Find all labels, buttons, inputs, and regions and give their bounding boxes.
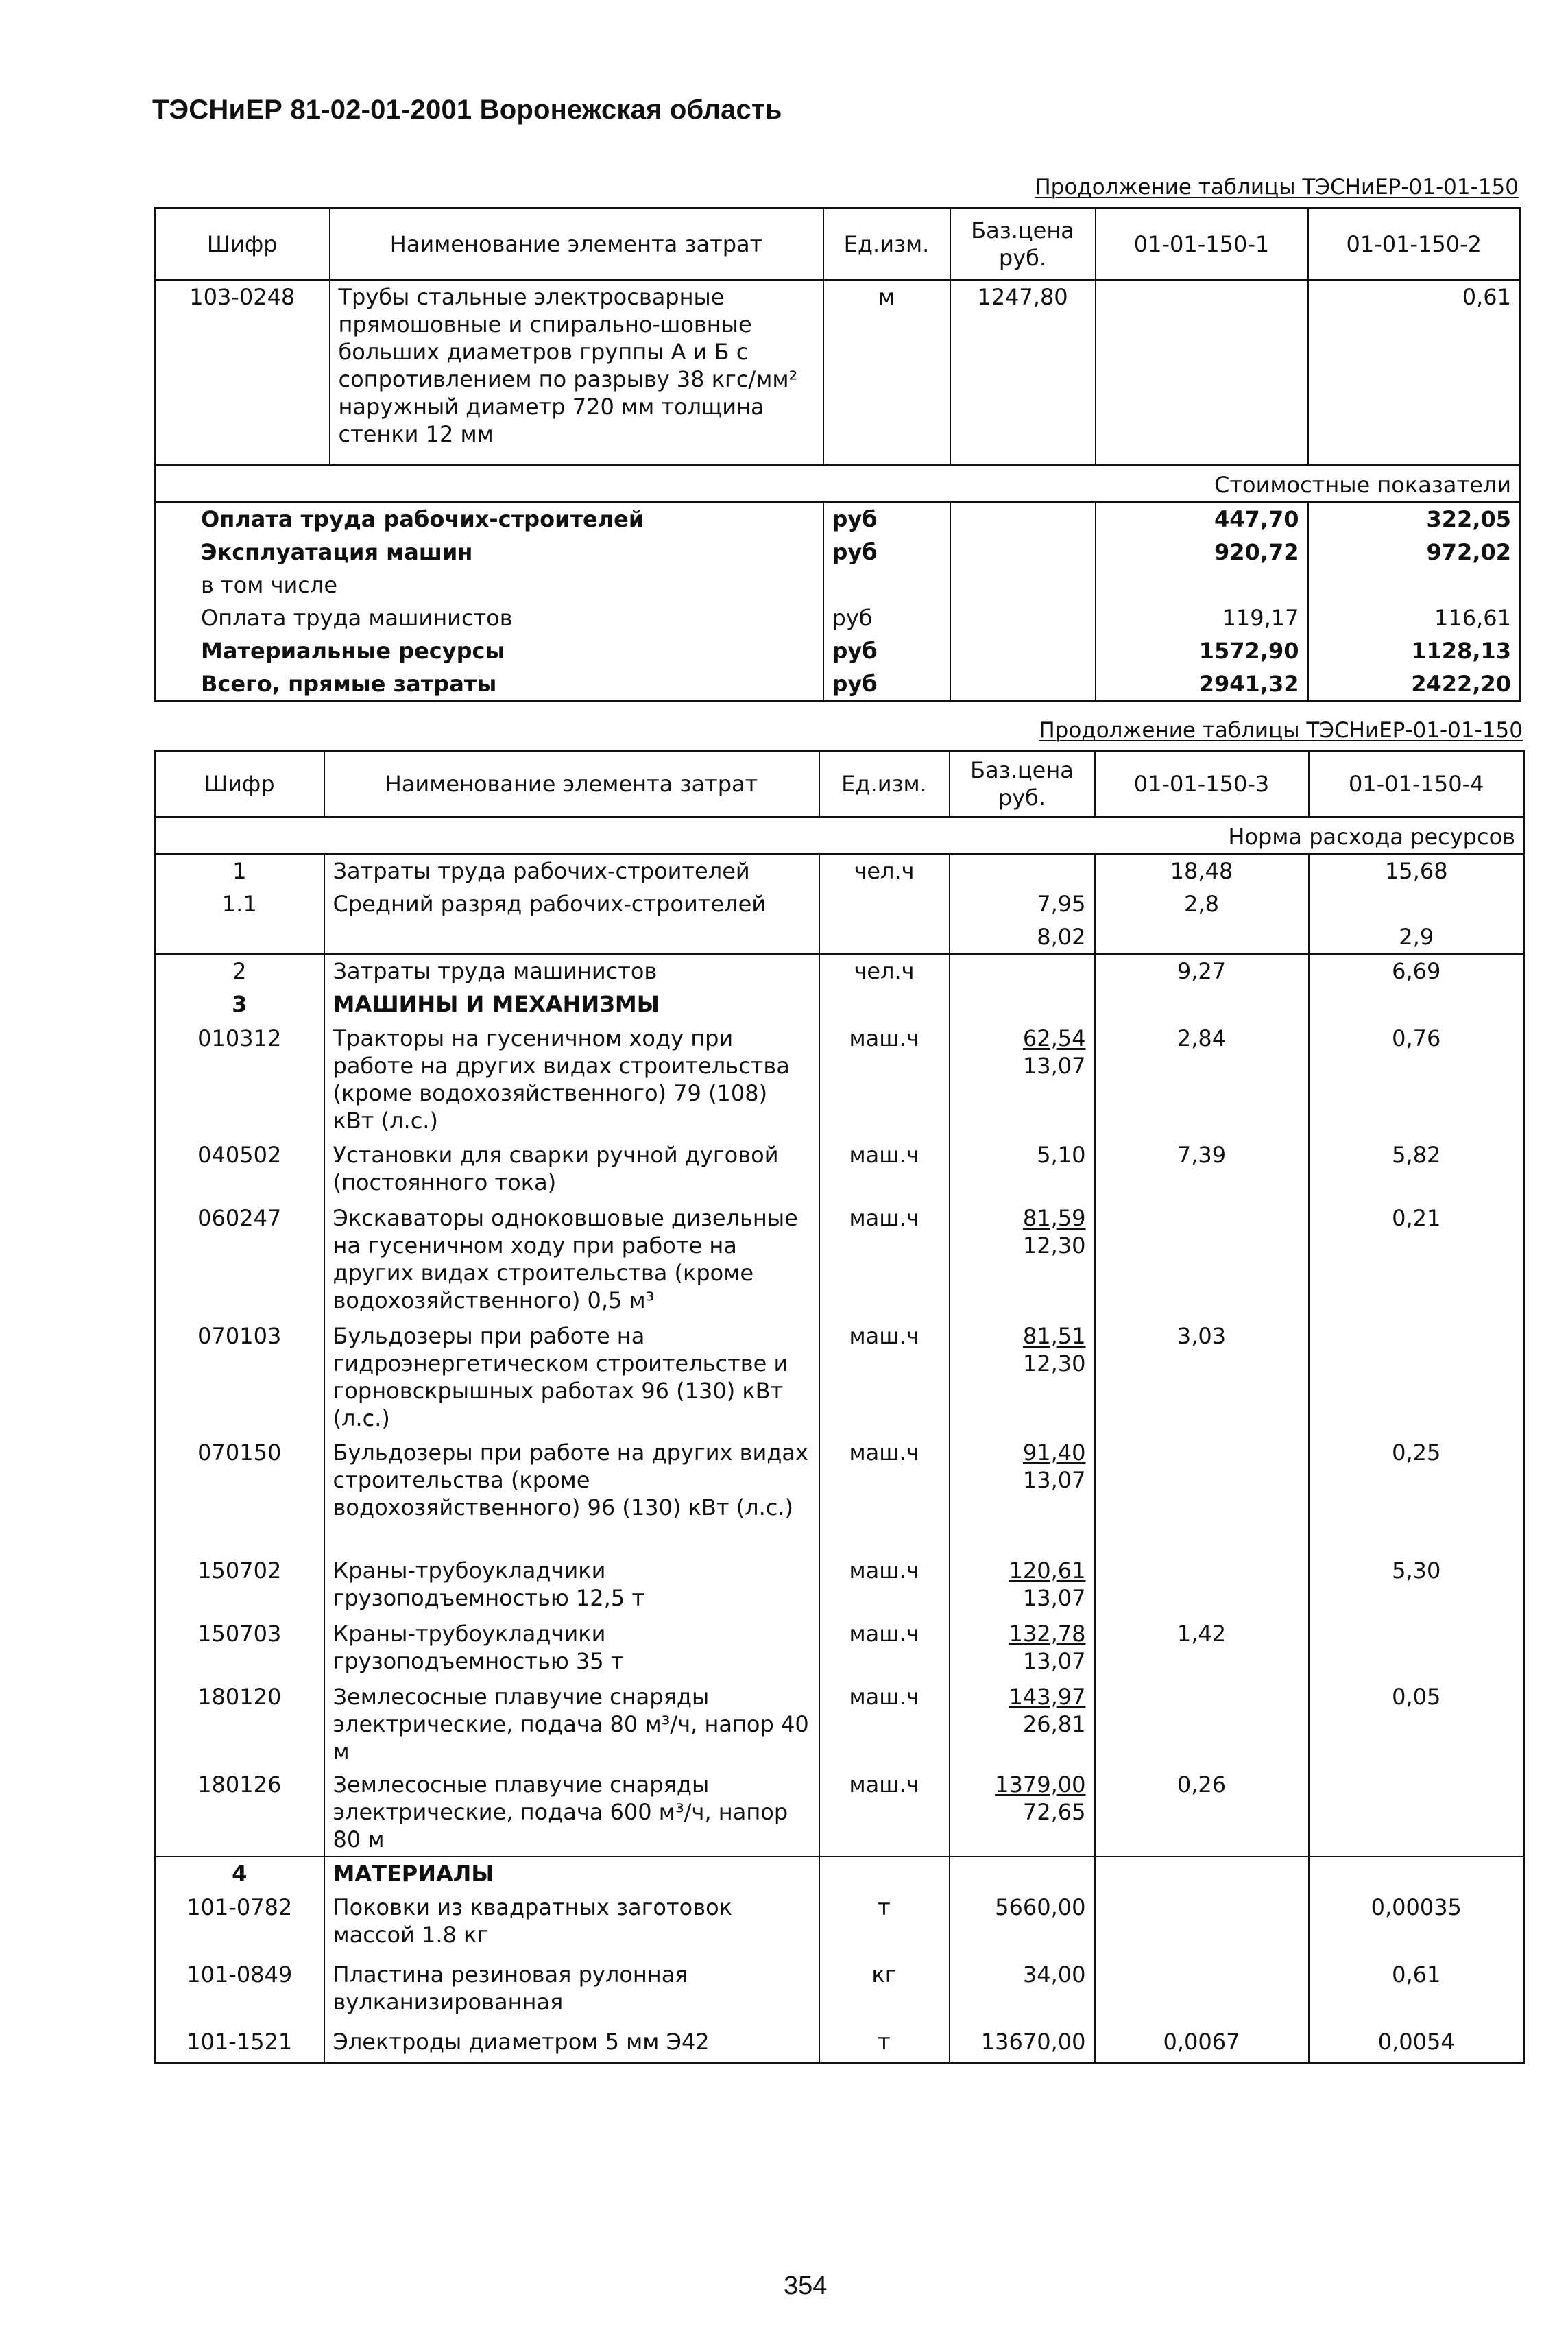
cost-value-1: 920,72 <box>1096 536 1308 569</box>
row-price <box>950 1022 1095 1138</box>
cost-empty <box>950 667 1096 702</box>
table-row <box>155 280 1521 465</box>
row-name: Установки для сварки ручной дуговой (постоянного тока) <box>324 1138 819 1202</box>
row-name: Землесосные плавучие снаряды электрические, подача 600 м³/ч, напор 80 м <box>324 1768 819 1857</box>
row-value-1 <box>1095 1680 1309 1768</box>
row-unit <box>819 887 950 920</box>
row-price <box>950 1554 1095 1617</box>
cost-value-1: 2941,32 <box>1096 667 1308 702</box>
price-primary: 143,97 <box>1009 1683 1086 1710</box>
table-row <box>155 1320 1525 1436</box>
cost-value-2: 972,02 <box>1308 536 1521 569</box>
row-unit: чел.ч <box>819 954 950 988</box>
row-value-2: 6,69 <box>1309 954 1525 988</box>
row-value-2 <box>1309 1617 1525 1680</box>
cost-name: Оплата труда рабочих-строителей <box>155 502 823 536</box>
row-value-1: 0,26 <box>1095 1768 1309 1857</box>
price-primary: 81,59 <box>1022 1204 1086 1231</box>
row-value-1 <box>1095 920 1309 954</box>
row-price <box>950 988 1095 1022</box>
table-row <box>155 1554 1525 1617</box>
table-1-band-row <box>155 465 1521 502</box>
table-row <box>155 1680 1525 1768</box>
cost-value-2: 2422,20 <box>1308 667 1521 702</box>
row-name <box>324 920 819 954</box>
row-name: Затраты труда рабочих-строителей <box>324 854 819 887</box>
cost-row <box>155 601 1521 634</box>
cost-name: в том числе <box>155 569 823 601</box>
row-value-2 <box>1309 1857 1525 1891</box>
row-price <box>950 1202 1095 1320</box>
row-name: Трубы стальные электросварные прямошовные и спирально-шовные больших диаметров группы А и Б с сопротивлением по разрыву 38 кгс/мм² наружный диаметр 720 мм толщина стенки 12 мм <box>330 280 823 465</box>
cost-row <box>155 634 1521 667</box>
cost-row <box>155 569 1521 601</box>
cost-unit <box>823 569 950 601</box>
header-unit: Ед.изм. <box>823 208 950 280</box>
cost-unit: руб <box>823 502 950 536</box>
cost-value-2 <box>1308 569 1521 601</box>
row-price <box>950 1320 1095 1436</box>
cost-unit: руб <box>823 601 950 634</box>
cost-empty <box>950 634 1096 667</box>
price-secondary: 26,81 <box>1022 1710 1086 1737</box>
price-primary: 62,54 <box>1022 1025 1086 1051</box>
price-secondary: 13,07 <box>1022 1647 1086 1674</box>
row-unit: маш.ч <box>819 1768 950 1857</box>
row-code: 1.1 <box>155 887 324 920</box>
table-2-band-row <box>155 817 1525 854</box>
price-secondary: 13,07 <box>1022 1052 1086 1079</box>
row-code: 103-0248 <box>155 280 330 465</box>
header-unit: Ед.изм. <box>819 751 950 817</box>
row-value-1: 9,27 <box>1095 954 1309 988</box>
row-price: 13670,00 <box>950 2025 1095 2064</box>
row-value-2: 0,21 <box>1309 1202 1525 1320</box>
table-row <box>155 1768 1525 1857</box>
row-value-2: 2,9 <box>1309 920 1525 954</box>
table-row <box>155 1617 1525 1680</box>
row-value-1: 18,48 <box>1095 854 1309 887</box>
row-value-1: 2,8 <box>1095 887 1309 920</box>
header-code: Шифр <box>155 208 330 280</box>
row-name: Бульдозеры при работе на других видах строительства (кроме водохозяйственного) 96 (130) кВт (л.с.) <box>324 1436 819 1554</box>
cost-value-1: 447,70 <box>1096 502 1308 536</box>
row-unit <box>819 988 950 1022</box>
cost-empty <box>950 502 1096 536</box>
row-value-2: 0,05 <box>1309 1680 1525 1768</box>
row-name: Бульдозеры при работе на гидроэнергетическом строительстве и горновскрышных работах 96 (130) кВт (л.с.) <box>324 1320 819 1436</box>
price-secondary: 13,07 <box>1022 1584 1086 1611</box>
row-unit: маш.ч <box>819 1202 950 1320</box>
row-value-1: 1,42 <box>1095 1617 1309 1680</box>
row-code: 4 <box>155 1857 324 1891</box>
row-price: 1247,80 <box>950 280 1096 465</box>
table-row <box>155 1022 1525 1138</box>
row-value-2: 0,61 <box>1309 1958 1525 2025</box>
row-code: 180120 <box>155 1680 324 1768</box>
table-row <box>155 854 1525 887</box>
price-primary: 132,78 <box>1009 1620 1086 1647</box>
cost-empty <box>950 536 1096 569</box>
row-code: 010312 <box>155 1022 324 1138</box>
row-value-2: 15,68 <box>1309 854 1525 887</box>
header-col-2: 01-01-150-2 <box>1308 208 1521 280</box>
row-name: Краны-трубоукладчики грузоподъемностью 12,5 т <box>324 1554 819 1617</box>
row-price <box>950 1617 1095 1680</box>
row-unit: маш.ч <box>819 1138 950 1202</box>
price-primary: 1379,00 <box>995 1771 1086 1798</box>
row-value-2: 0,61 <box>1308 280 1521 465</box>
table-row <box>155 887 1525 920</box>
header-price: Баз.цена руб. <box>950 208 1096 280</box>
band-resource-norm: Норма расхода ресурсов <box>155 817 1525 854</box>
row-code: 101-0782 <box>155 1891 324 1958</box>
row-unit: маш.ч <box>819 1680 950 1768</box>
row-price <box>950 1857 1095 1891</box>
cost-row <box>155 502 1521 536</box>
cost-value-1 <box>1096 569 1308 601</box>
row-unit: маш.ч <box>819 1320 950 1436</box>
row-code: 180126 <box>155 1768 324 1857</box>
row-value-1 <box>1095 988 1309 1022</box>
table-row <box>155 1891 1525 1958</box>
row-price: 8,02 <box>950 920 1095 954</box>
row-code: 1 <box>155 854 324 887</box>
row-value-1 <box>1096 280 1308 465</box>
row-value-1 <box>1095 1891 1309 1958</box>
table-row <box>155 954 1525 988</box>
row-code: 101-1521 <box>155 2025 324 2064</box>
row-name: МАТЕРИАЛЫ <box>324 1857 819 1891</box>
table-2-caption: Продолжение таблицы ТЭСНиЕР-01-01-150 <box>1039 718 1523 743</box>
row-name: Электроды диаметром 5 мм Э42 <box>324 2025 819 2064</box>
cost-value-2: 1128,13 <box>1308 634 1521 667</box>
row-name: Поковки из квадратных заготовок массой 1.8 кг <box>324 1891 819 1958</box>
row-unit: маш.ч <box>819 1617 950 1680</box>
header-price: Баз.цена руб. <box>950 751 1095 817</box>
row-unit: т <box>819 1891 950 1958</box>
band-cost-indicators: Стоимостные показатели <box>155 465 1521 502</box>
row-value-1: 7,39 <box>1095 1138 1309 1202</box>
row-price: 7,95 <box>950 887 1095 920</box>
section-row <box>155 988 1525 1022</box>
row-name: Пластина резиновая рулонная вулканизированная <box>324 1958 819 2025</box>
row-price: 5660,00 <box>950 1891 1095 1958</box>
row-value-2: 0,0054 <box>1309 2025 1525 2064</box>
page-number: 354 <box>784 2271 828 2300</box>
row-code: 3 <box>155 988 324 1022</box>
table-row <box>155 920 1525 954</box>
row-unit <box>819 920 950 954</box>
row-value-2 <box>1309 1768 1525 1857</box>
table-row <box>155 1436 1525 1554</box>
row-code: 2 <box>155 954 324 988</box>
row-price <box>950 1436 1095 1554</box>
row-name: Тракторы на гусеничном ходу при работе на других видах строительства (кроме водохозяйственного) 79 (108) кВт (л.с.) <box>324 1022 819 1138</box>
row-value-2: 0,25 <box>1309 1436 1525 1554</box>
cost-name: Всего, прямые затраты <box>155 667 823 702</box>
header-col-4: 01-01-150-4 <box>1309 751 1525 817</box>
cost-value-2: 116,61 <box>1308 601 1521 634</box>
cost-name: Оплата труда машинистов <box>155 601 823 634</box>
cost-empty <box>950 569 1096 601</box>
row-value-1: 0,0067 <box>1095 2025 1309 2064</box>
price-secondary: 12,30 <box>1022 1350 1086 1376</box>
row-name: Затраты труда машинистов <box>324 954 819 988</box>
row-price <box>950 1768 1095 1857</box>
row-value-1: 3,03 <box>1095 1320 1309 1436</box>
row-name: МАШИНЫ И МЕХАНИЗМЫ <box>324 988 819 1022</box>
document-title: ТЭСНиЕР 81-02-01-2001 Воронежская область <box>152 95 782 125</box>
row-code: 150703 <box>155 1617 324 1680</box>
row-unit: кг <box>819 1958 950 2025</box>
row-unit <box>819 1857 950 1891</box>
header-col-1: 01-01-150-1 <box>1096 208 1308 280</box>
row-value-1 <box>1095 1958 1309 2025</box>
price-primary: 91,40 <box>1022 1439 1086 1466</box>
row-code: 070150 <box>155 1436 324 1554</box>
row-price <box>950 854 1095 887</box>
row-code <box>155 920 324 954</box>
row-value-1 <box>1095 1554 1309 1617</box>
table-row <box>155 1202 1525 1320</box>
row-code: 060247 <box>155 1202 324 1320</box>
price-primary: 120,61 <box>1009 1557 1086 1584</box>
row-code: 070103 <box>155 1320 324 1436</box>
row-price <box>950 954 1095 988</box>
header-code: Шифр <box>155 751 324 817</box>
header-name: Наименование элемента затрат <box>324 751 819 817</box>
row-price <box>950 1680 1095 1768</box>
row-code: 101-0849 <box>155 1958 324 2025</box>
row-value-2 <box>1309 887 1525 920</box>
table-2-header-row <box>155 751 1525 817</box>
row-value-1 <box>1095 1202 1309 1320</box>
row-name: Краны-трубоукладчики грузоподъемностью 35 т <box>324 1617 819 1680</box>
price-secondary: 13,07 <box>1022 1466 1086 1493</box>
cost-value-2: 322,05 <box>1308 502 1521 536</box>
row-unit: маш.ч <box>819 1554 950 1617</box>
table-row <box>155 1138 1525 1202</box>
row-value-2: 5,82 <box>1309 1138 1525 1202</box>
cost-name: Эксплуатация машин <box>155 536 823 569</box>
row-unit: маш.ч <box>819 1436 950 1554</box>
resource-table-2 <box>154 750 1525 2064</box>
header-name: Наименование элемента затрат <box>330 208 823 280</box>
cost-unit: руб <box>823 536 950 569</box>
row-price: 34,00 <box>950 1958 1095 2025</box>
table-2-body <box>155 854 1525 2064</box>
row-code: 150702 <box>155 1554 324 1617</box>
cost-empty <box>950 601 1096 634</box>
row-price: 5,10 <box>950 1138 1095 1202</box>
row-value-1: 2,84 <box>1095 1022 1309 1138</box>
row-value-1 <box>1095 1857 1309 1891</box>
row-unit: т <box>819 2025 950 2064</box>
row-value-2: 0,00035 <box>1309 1891 1525 1958</box>
row-value-2 <box>1309 988 1525 1022</box>
cost-name: Материальные ресурсы <box>155 634 823 667</box>
row-code: 040502 <box>155 1138 324 1202</box>
row-value-2 <box>1309 1320 1525 1436</box>
cost-table-1 <box>154 207 1521 702</box>
row-unit: м <box>823 280 950 465</box>
cost-value-1: 119,17 <box>1096 601 1308 634</box>
row-name: Средний разряд рабочих-строителей <box>324 887 819 920</box>
table-1-caption: Продолжение таблицы ТЭСНиЕР-01-01-150 <box>1035 175 1519 200</box>
row-value-2: 5,30 <box>1309 1554 1525 1617</box>
row-unit: чел.ч <box>819 854 950 887</box>
table-row <box>155 1958 1525 2025</box>
cost-value-1: 1572,90 <box>1096 634 1308 667</box>
row-name: Экскаваторы одноковшовые дизельные на гусеничном ходу при работе на других видах строительства (кроме водохозяйственного) 0,5 м³ <box>324 1202 819 1320</box>
price-primary: 81,51 <box>1022 1322 1086 1349</box>
row-name: Землесосные плавучие снаряды электрические, подача 80 м³/ч, напор 40 м <box>324 1680 819 1768</box>
table-1-header-row <box>155 208 1521 280</box>
section-row <box>155 1857 1525 1891</box>
price-secondary: 12,30 <box>1022 1232 1086 1259</box>
cost-row <box>155 536 1521 569</box>
row-value-1 <box>1095 1436 1309 1554</box>
table-row <box>155 2025 1525 2064</box>
price-secondary: 72,65 <box>1022 1798 1086 1825</box>
cost-unit: руб <box>823 667 950 702</box>
header-col-3: 01-01-150-3 <box>1095 751 1309 817</box>
row-value-2: 0,76 <box>1309 1022 1525 1138</box>
cost-unit: руб <box>823 634 950 667</box>
cost-row <box>155 667 1521 702</box>
row-unit: маш.ч <box>819 1022 950 1138</box>
